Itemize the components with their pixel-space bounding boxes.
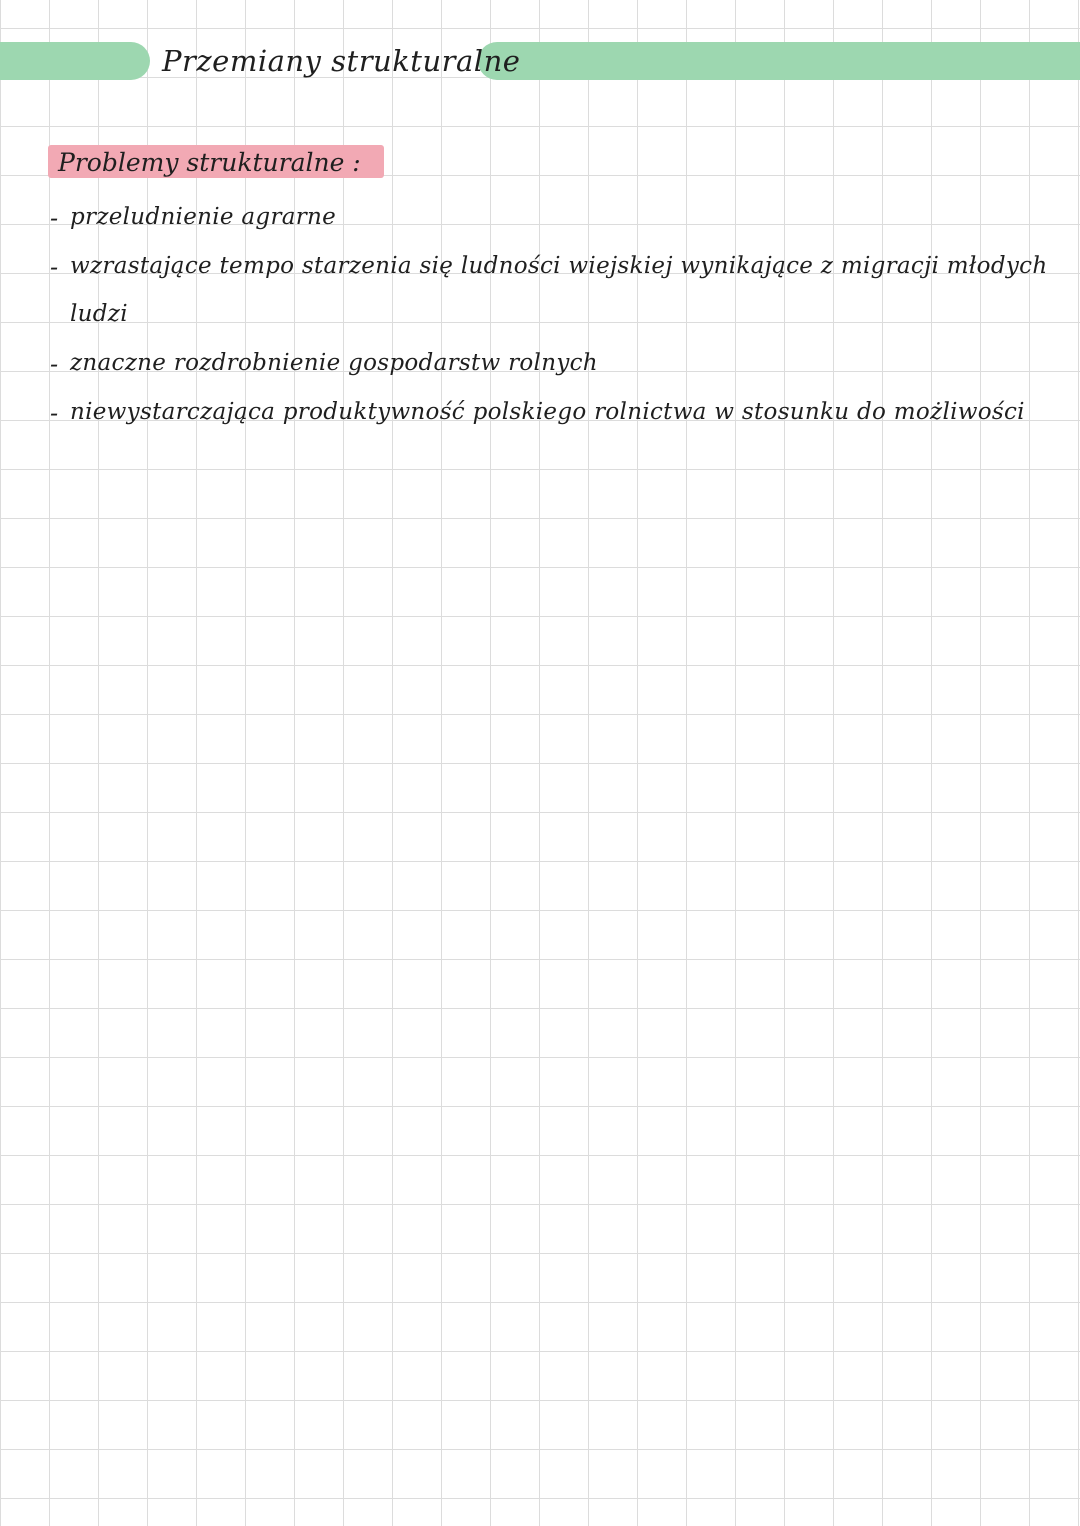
section-heading: Problemy strukturalne : [58,148,361,177]
page-title: Przemiany strukturalne [162,44,521,78]
list-bullet: - [50,253,59,281]
list-bullet: - [50,399,59,427]
title-band-left [0,42,150,80]
list-item: przeludnienie agrarne [70,204,337,230]
list-item: znaczne rozdrobnienie gospodarstw rolnych [70,350,598,376]
title-band-right [478,42,1080,80]
list-item: niewystarczająca produktywność polskiego rolnictwa w stosunku do możliwości [70,399,1025,425]
section-heading-highlight [48,145,384,178]
list-bullet: - [50,350,59,378]
list-bullet: - [50,204,59,232]
list-item: wzrastające tempo starzenia się ludności wiejskiej wynikające z migracji młodych ludzi [70,253,1048,327]
